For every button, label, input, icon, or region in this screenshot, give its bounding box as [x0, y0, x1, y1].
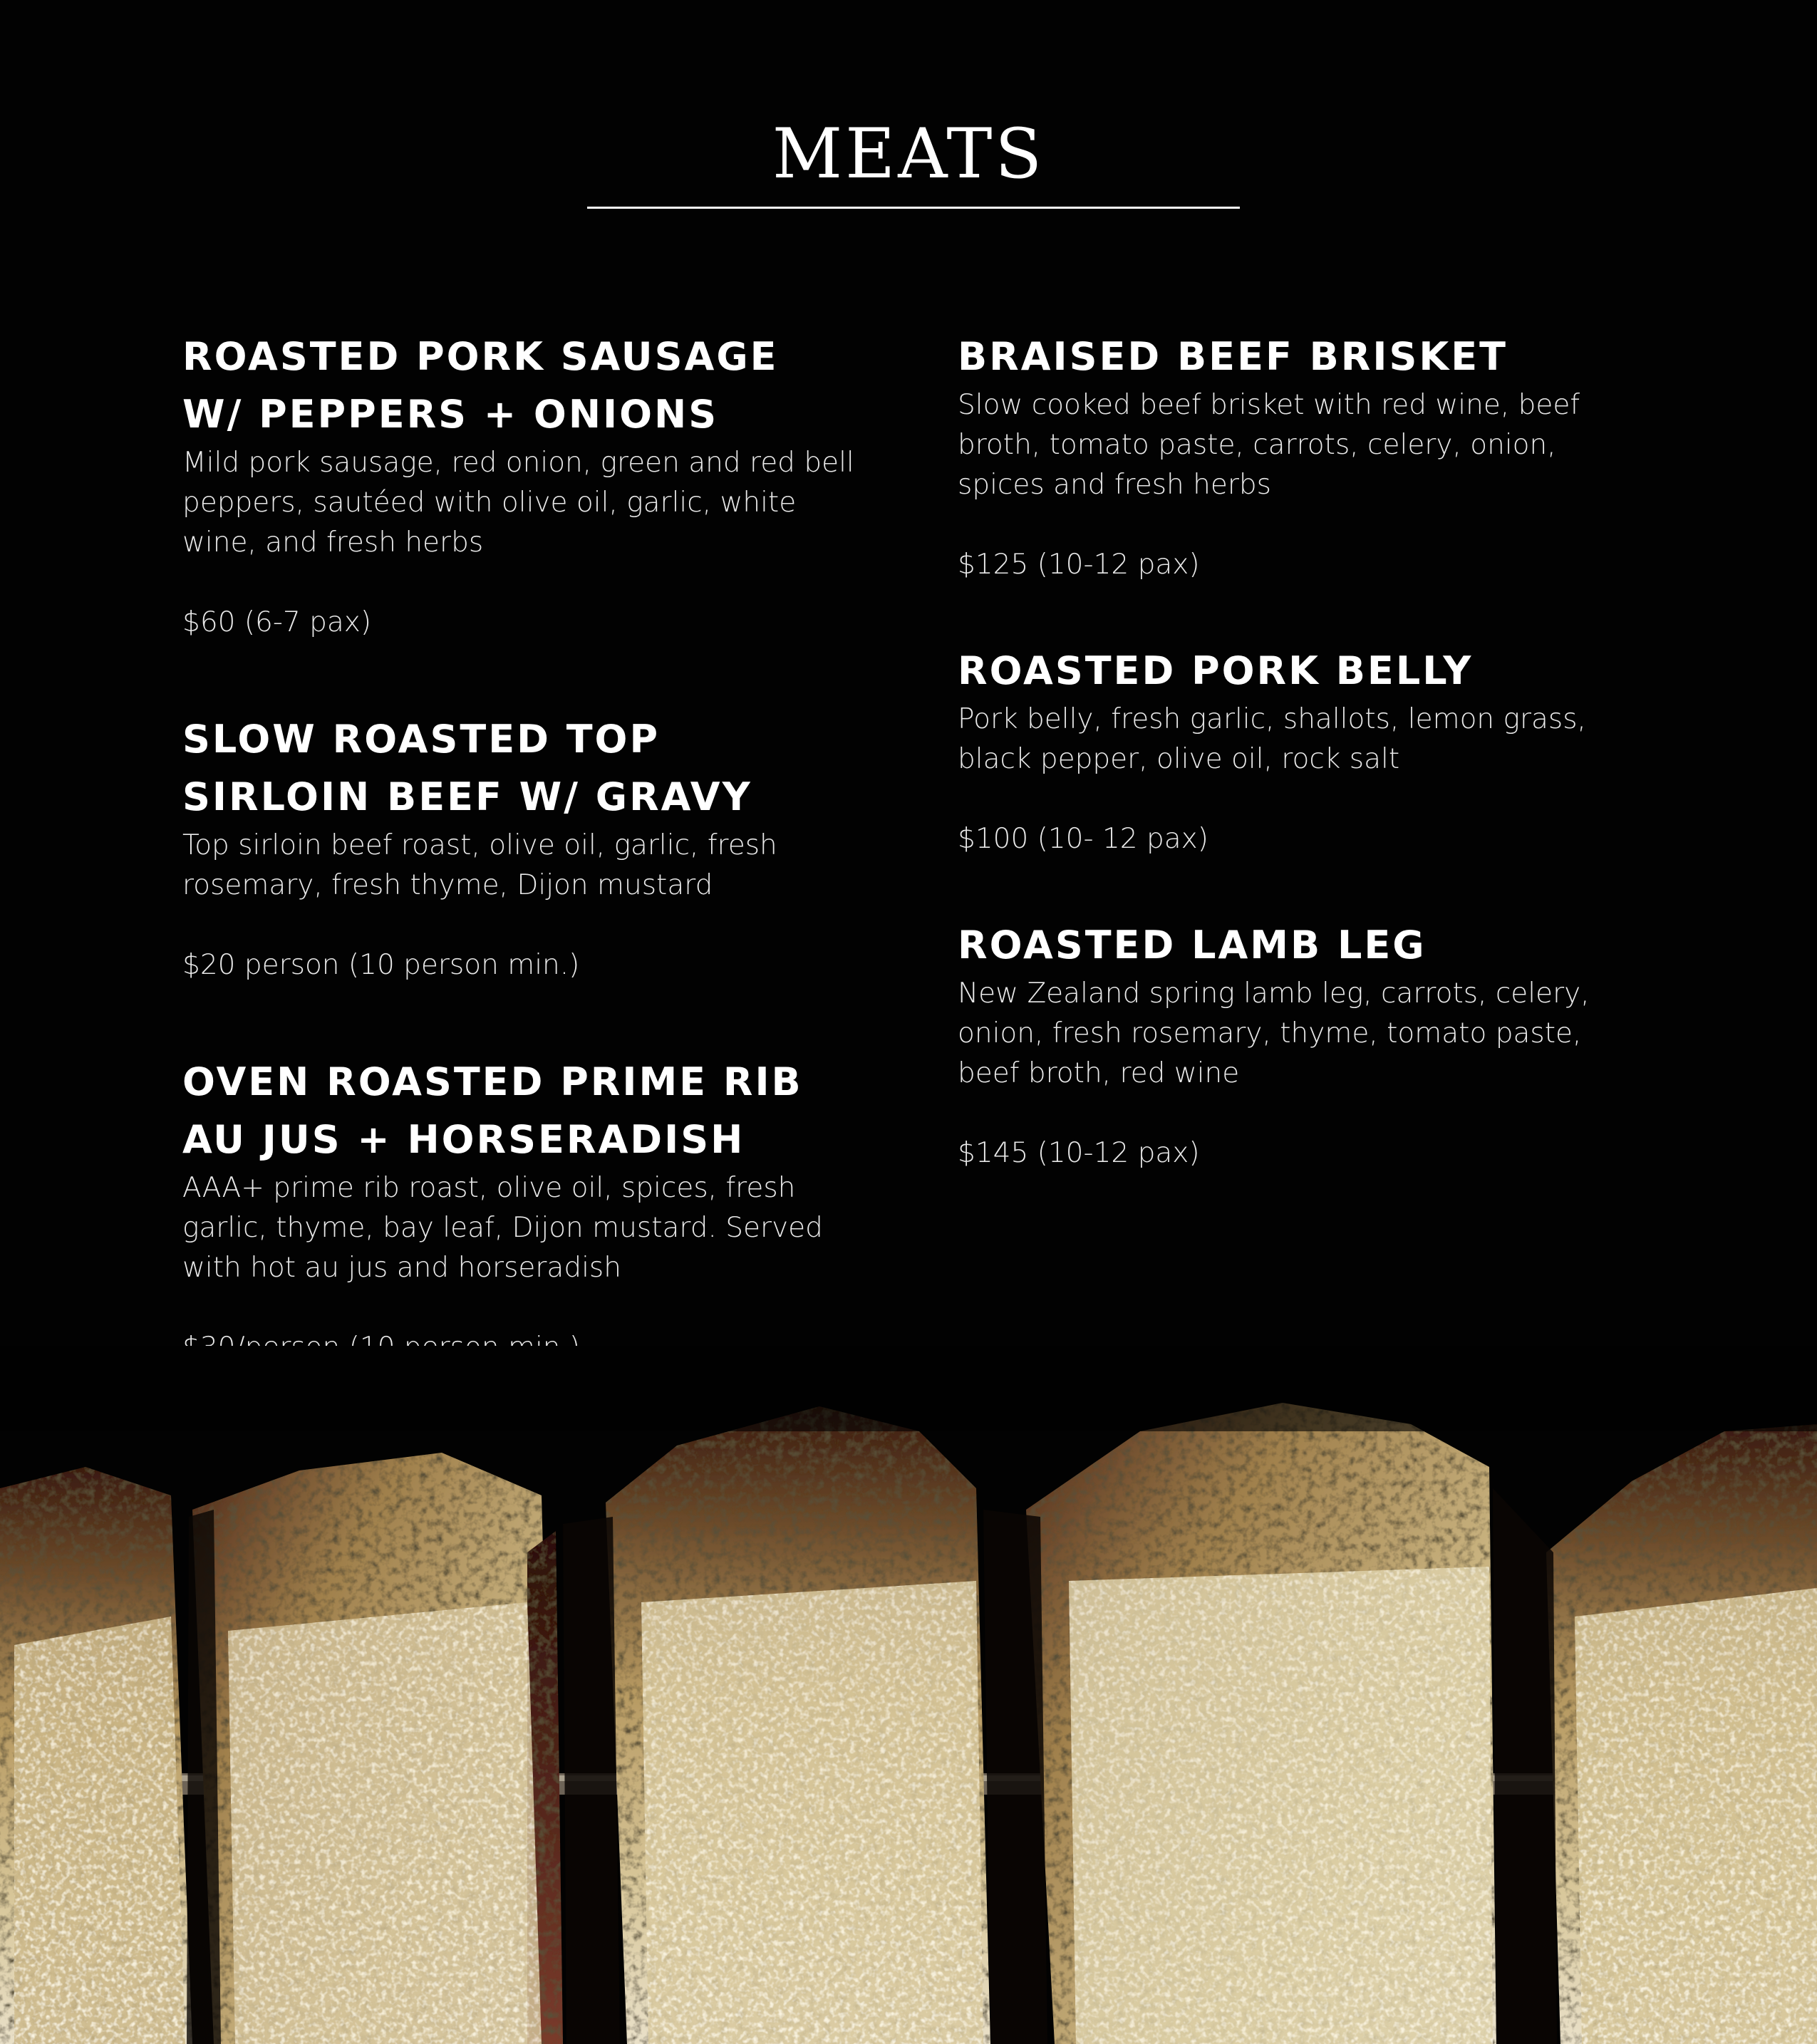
menu-item-price: $145 (10-12 pax) [958, 1137, 1200, 1169]
menu-item [958, 916, 1670, 1173]
menu-item-title: OVEN ROASTED PRIME RIB AU JUS + HORSERADISH [182, 1059, 803, 1162]
page-title: MEATS [772, 114, 1045, 194]
menu-item-title: ROASTED PORK SAUSAGE W/ PEPPERS + ONIONS [182, 334, 779, 437]
menu-item-price: $100 (10- 12 pax) [958, 823, 1208, 855]
menu-item-title: ROASTED PORK BELLY [958, 648, 1474, 693]
menu-item [958, 328, 1670, 585]
menu-column-right [958, 328, 1670, 1230]
menu-item [958, 642, 1670, 859]
menu-column-left [182, 328, 895, 1436]
menu-item-price: $20 person (10 person min.) [182, 949, 580, 981]
menu-item-description: Top sirloin beef roast, olive oil, garlic, fresh rosemary, fresh thyme, Dijon mustard [182, 829, 777, 901]
menu-item [182, 710, 895, 985]
menu-item-description: New Zealand spring lamb leg, carrots, celery, onion, fresh rosemary, thyme, tomato paste, beef broth, red wine [958, 977, 1590, 1089]
menu-item-title: BRAISED BEEF BRISKET [958, 334, 1508, 379]
roast-meat-photo [0, 1346, 1817, 2044]
menu-item [182, 328, 895, 643]
title-divider [587, 207, 1240, 209]
menu-item-title: ROASTED LAMB LEG [958, 923, 1427, 967]
menu-item-price: $125 (10-12 pax) [958, 549, 1200, 581]
menu-item-description: AAA+ prime rib roast, olive oil, spices, fresh garlic, thyme, bay leaf, Dijon mustard. Served with hot au jus and horseradish [182, 1172, 823, 1284]
menu-item-description: Slow cooked beef brisket with red wine, beef broth, tomato paste, carrots, celery, onion, spices and fresh herbs [958, 389, 1580, 501]
menu-item-description: Pork belly, fresh garlic, shallots, lemon grass, black pepper, olive oil, rock salt [958, 703, 1586, 775]
menu-item [182, 1053, 895, 1368]
menu-item-price: $60 (6-7 pax) [182, 606, 372, 638]
menu-item-title: SLOW ROASTED TOP SIRLOIN BEEF W/ GRAVY [182, 717, 752, 819]
menu-item-description: Mild pork sausage, red onion, green and red bell peppers, sautéed with olive oil, garlic, white wine, and fresh herbs [182, 447, 854, 559]
